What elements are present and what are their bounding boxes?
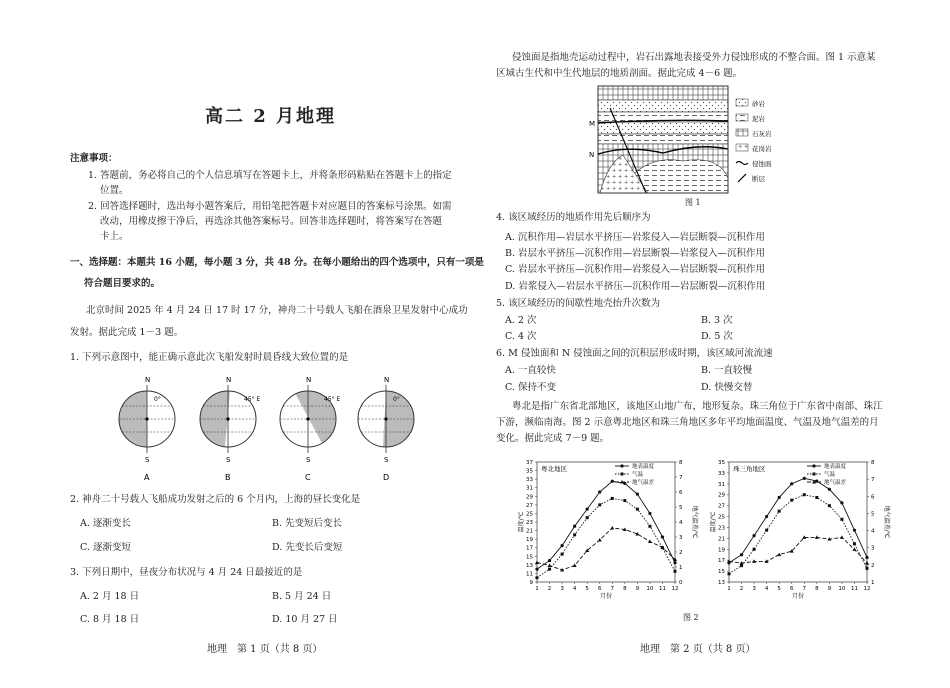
q5-option-d: D. 5 次: [701, 331, 733, 342]
q2-option-b: B. 先变短后变长: [272, 518, 343, 529]
legend-fault: 断层: [752, 175, 765, 183]
q2-option-c: C. 逐渐变短: [80, 542, 131, 553]
prd-ytick-label: 33: [718, 470, 725, 477]
passage-1-cont: 发射。据此完成 1－3 题。: [70, 327, 184, 338]
chart-yuebei: [515, 452, 700, 602]
prd-series-1-point: [853, 542, 856, 545]
yuebei-xtick-label: 4: [572, 586, 577, 592]
globe-label-a: A: [144, 473, 150, 482]
yuebei-legend-marker-1: [621, 473, 624, 476]
passage-2-cont2: 变化。据此完成 7－9 题。: [496, 433, 610, 444]
yuebei-series-0-point: [586, 508, 589, 511]
section-body: [598, 86, 728, 193]
globe-a-south: S: [145, 456, 150, 464]
prd-series-0-point: [803, 477, 806, 480]
yuebei-xtick-label: 7: [610, 586, 615, 592]
notice-2-cont2: 卡上。: [100, 231, 129, 242]
yuebei-ytick-label: 21: [526, 528, 533, 535]
q5-option-b: B. 3 次: [701, 315, 733, 326]
prd-series-1-point: [790, 499, 793, 502]
prd-series-2-point: [777, 553, 781, 557]
prd-y2tick-label: 8: [871, 460, 875, 466]
prd-legend-label-2: 地气温差: [824, 480, 847, 486]
yuebei-ytick-label: 35: [526, 468, 533, 475]
globe-c-north: N: [306, 376, 312, 384]
passage-2-cont: 下游，濒临南海。图 2 示意粤北地区和珠三角地区多年平均地面温度、气温及地气温差的月: [496, 417, 879, 428]
globe-diagrams: [110, 372, 420, 484]
yuebei-series-0-point: [636, 493, 639, 496]
yuebei-series-2-point: [598, 538, 602, 542]
q5-option-c: C. 4 次: [505, 331, 537, 342]
prd-xtick-label: 9: [827, 586, 832, 592]
prd-y2tick-label: 7: [871, 477, 875, 484]
yuebei-chart-title: 粤北地区: [541, 465, 567, 473]
question-3: 3. 下列日期中，昼夜分布状况与 4 月 24 日最接近的是: [70, 567, 303, 578]
yuebei-ytick-label: 11: [526, 571, 533, 578]
yuebei-xtick-label: 9: [635, 586, 640, 592]
prd-ytick-label: 19: [718, 547, 725, 554]
yuebei-series-1-point: [548, 568, 551, 571]
globe-a: [119, 376, 175, 464]
yuebei-ytick-label: 13: [526, 562, 533, 569]
prd-series-1-point: [815, 496, 818, 499]
q6-option-b: B. 一直较慢: [701, 365, 753, 376]
prd-xaxis-label: 月份: [791, 593, 805, 600]
prd-ytick-label: 35: [718, 460, 725, 466]
yuebei-xtick-label: 10: [646, 586, 654, 592]
yuebei-xaxis-label: 月份: [599, 593, 613, 600]
question-5: 5. 该区域经历的间歇性地壳抬升次数为: [496, 298, 661, 309]
yuebei-ytick-label: 17: [526, 545, 533, 552]
yuebei-legend-marker-0: [620, 464, 623, 467]
prd-y2tick-label: 1: [871, 580, 875, 586]
prd-y2axis-label: 地气温差/℃: [883, 505, 890, 539]
prd-ytick-label: 13: [718, 580, 725, 586]
passage-2: 粤北是指广东省北部地区，该地区山地广布，地形复杂。珠三角位于广东省中南部、珠江: [512, 401, 883, 412]
prd-series-0-point: [752, 534, 755, 537]
prd-chart-title: 珠三角地区: [733, 465, 766, 473]
prd-series-0-point: [828, 488, 831, 491]
globe-label-b: B: [225, 473, 231, 482]
prd-xtick-label: 5: [777, 586, 781, 592]
yuebei-series-0-point: [611, 480, 614, 483]
yuebei-y2tick-label: 4: [679, 520, 683, 526]
q4-option-d: D. 岩浆侵入—岩层水平挤压—沉积作用—岩层断裂—沉积作用: [505, 281, 766, 292]
globe-b-lat: 45° E: [244, 396, 261, 403]
page-2-footer: 地理 第 2 页（共 8 页）: [640, 644, 756, 655]
page-1-footer: 地理 第 1 页（共 8 页）: [207, 644, 323, 655]
yuebei-series-0-point: [560, 544, 563, 547]
globe-b: [200, 376, 261, 464]
yuebei-series-0-point: [548, 559, 551, 562]
q6-option-a: A. 一直较快: [505, 365, 556, 376]
yuebei-ytick-label: 31: [526, 485, 533, 492]
question-1: 1. 下列示意图中，能正确示意此次飞船发射时晨昏线大致位置的是: [70, 352, 349, 363]
prd-series-1-point: [728, 572, 731, 575]
q2-option-a: A. 逐渐变长: [80, 518, 131, 529]
exam-title: 高二 2 月地理: [205, 106, 337, 127]
yuebei-series-1-point: [573, 533, 576, 536]
yuebei-xtick-label: 12: [671, 586, 679, 592]
erosion-surface-m-label: M: [589, 120, 596, 128]
yuebei-series-2-point: [573, 564, 577, 568]
erosion-surface-n-label: N: [589, 151, 595, 159]
yuebei-series-0-point: [648, 512, 651, 515]
exam-page-2: [475, 0, 950, 688]
yuebei-xtick-label: 3: [560, 586, 564, 592]
prd-y2tick-label: 4: [871, 528, 875, 535]
globe-b-south: S: [226, 456, 231, 464]
notice-2-cont: 改动，用橡皮擦干净后，再选涂其他答案标号。回答非选择题时，将答案写在答题: [100, 216, 443, 227]
prd-legend-marker-0: [812, 464, 815, 467]
q3-option-d: D. 10 月 27 日: [272, 614, 338, 625]
yuebei-series-2-point: [648, 540, 652, 544]
prd-series-0-point: [840, 501, 843, 504]
legend-granite: 花岗岩: [752, 145, 772, 153]
yuebei-xtick-label: 11: [658, 586, 666, 592]
intro-paragraph-cont: 区域古生代和中生代地层的地质剖面。据此完成 4－6 题。: [496, 68, 743, 79]
yuebei-series-1-point: [648, 525, 651, 528]
yuebei-series-1-point: [561, 553, 564, 556]
yuebei-series-1-point: [611, 497, 614, 500]
globe-label-c: C: [305, 473, 311, 482]
globe-c-south: S: [306, 456, 311, 464]
section-heading: 一、选择题：本题共 16 小题，每小题 3 分，共 48 分。在每小题给出的四个选项中，只有一项是: [70, 257, 484, 268]
q5-option-a: A. 2 次: [505, 315, 537, 326]
prd-ytick-label: 25: [718, 514, 725, 521]
prd-series-0-point: [790, 482, 793, 485]
globe-d-lat: 0°: [393, 396, 400, 403]
q6-option-c: C. 保持不变: [505, 382, 556, 393]
yuebei-series-0-point: [573, 525, 576, 528]
prd-series-line-0: [729, 478, 867, 563]
q3-option-b: B. 5 月 24 日: [272, 591, 332, 602]
prd-y2tick-label: 5: [871, 511, 875, 518]
yuebei-ytick-label: 29: [526, 494, 533, 501]
q2-option-d: D. 先变长后变短: [272, 542, 343, 553]
q3-option-c: C. 8 月 18 日: [80, 614, 140, 625]
yuebei-xtick-label: 5: [585, 586, 589, 592]
yuebei-y2tick-label: 2: [679, 550, 683, 556]
prd-series-1-point: [866, 567, 869, 570]
prd-series-1-point: [753, 548, 756, 551]
yuebei-ytick-label: 27: [526, 502, 533, 509]
globe-a-lat: 0°: [154, 396, 161, 403]
yuebei-ytick-label: 33: [526, 477, 533, 484]
prd-ytick-label: 23: [718, 525, 725, 532]
prd-ytick-label: 21: [718, 536, 725, 543]
globe-d-north: N: [384, 376, 390, 384]
globe-a-north: N: [145, 376, 151, 384]
prd-plot-frame: [729, 462, 867, 582]
globe-c-lat: 45° E: [324, 396, 341, 403]
yuebei-series-1-point: [586, 516, 589, 519]
yuebei-series-0-point: [535, 568, 538, 571]
yuebei-ytick-label: 15: [526, 554, 533, 561]
yuebei-y2tick-label: 7: [679, 475, 683, 481]
question-2: 2. 神舟二十号载人飞船成功发射之后的 6 个月内，上海的昼长变化是: [70, 494, 361, 505]
prd-series-2-point: [852, 547, 856, 551]
yuebei-y2tick-label: 5: [679, 505, 683, 511]
yuebei-series-1-point: [623, 499, 626, 502]
yuebei-y2tick-label: 3: [679, 535, 683, 541]
yuebei-series-1-point: [636, 508, 639, 511]
legend-erosion-surface: 侵蚀面: [752, 160, 772, 168]
passage-1: 北京时间 2025 年 4 月 24 日 17 时 17 分，神舟二十号载人飞船在酒泉卫星发射中心成功: [86, 305, 468, 316]
yuebei-series-0-point: [661, 535, 664, 538]
question-4: 4. 该区域经历的地质作用先后顺序为: [496, 212, 651, 223]
prd-series-0-point: [765, 515, 768, 518]
prd-xtick-label: 3: [752, 586, 756, 592]
yuebei-series-1-point: [536, 576, 539, 579]
figure-2-caption: 图 2: [683, 613, 699, 622]
intro-paragraph: 侵蚀面是指地壳运动过程中，岩石出露地表接受外力侵蚀形成的不整合面。图 1 示意某: [512, 52, 876, 63]
prd-series-1-point: [828, 504, 831, 507]
prd-series-line-2: [729, 537, 867, 563]
prd-ytick-label: 31: [718, 481, 725, 488]
notice-heading: 注意事项：: [70, 153, 118, 164]
legend-limestone: 石灰岩: [752, 130, 772, 138]
yuebei-ytick-label: 9: [529, 580, 533, 586]
prd-series-1-point: [778, 510, 781, 513]
notice-2: 2. 回答选择题时，选出每小题答案后，用铅笔把答题卡对应题目的答案标号涂黑。如需: [88, 201, 452, 212]
yuebei-yaxis-label: 温度/℃: [518, 511, 525, 533]
legend-mudstone: 泥岩: [752, 115, 765, 123]
yuebei-series-1-point: [598, 503, 601, 506]
prd-xtick-label: 10: [838, 586, 846, 592]
geologic-cross-section: [588, 83, 788, 209]
prd-series-0-point: [778, 496, 781, 499]
prd-series-1-point: [803, 493, 806, 496]
yuebei-series-2-point: [548, 564, 552, 568]
section-heading-cont: 符合题目要求的。: [84, 278, 161, 289]
fig1-legend: [736, 99, 772, 183]
yuebei-series-1-point: [674, 570, 677, 573]
prd-legend-marker-1: [813, 473, 816, 476]
q4-option-a: A. 沉积作用—岩层水平挤压—岩浆侵入—岩层断裂—沉积作用: [505, 232, 765, 243]
prd-xtick-label: 12: [863, 586, 871, 592]
legend-sandstone: 砂岩: [752, 100, 765, 108]
notice-1: 1. 答题前，务必将自己的个人信息填写在答题卡上，并将条形码粘贴在答题卡上的指定: [88, 170, 452, 181]
yuebei-series-line-0: [537, 481, 675, 569]
prd-series-0-point: [865, 556, 868, 559]
prd-y2tick-label: 2: [871, 562, 875, 569]
prd-y2tick-label: 3: [871, 545, 875, 552]
yuebei-y2tick-label: 6: [679, 490, 683, 496]
prd-xtick-label: 8: [815, 586, 819, 592]
figure-1-caption: 图 1: [685, 198, 701, 207]
yuebei-y2axis-label: 地气温差/℃: [691, 505, 698, 539]
yuebei-xtick-label: 8: [623, 586, 627, 592]
prd-ytick-label: 29: [718, 492, 725, 499]
yuebei-xtick-label: 6: [597, 586, 602, 592]
globe-c: [280, 376, 341, 464]
prd-series-1-point: [765, 529, 768, 532]
yuebei-ytick-label: 23: [526, 520, 533, 526]
yuebei-ytick-label: 25: [526, 511, 533, 518]
yuebei-ytick-label: 19: [526, 537, 533, 544]
prd-legend-label-1: 气温: [824, 472, 836, 478]
prd-yaxis-label: 温度/℃: [710, 511, 717, 533]
prd-ytick-label: 17: [718, 558, 725, 565]
yuebei-xtick-label: 1: [535, 586, 539, 592]
yuebei-y2tick-label: 8: [679, 460, 683, 466]
yuebei-series-0-point: [598, 490, 601, 493]
yuebei-xtick-label: 2: [547, 586, 552, 592]
globe-label-d: D: [383, 473, 390, 482]
globe-b-north: N: [226, 376, 232, 384]
chart-pearl-river-delta: [707, 452, 892, 602]
yuebei-ytick-label: 37: [526, 460, 533, 466]
yuebei-series-2-point: [610, 526, 614, 530]
yuebei-y2tick-label: 0: [679, 580, 683, 586]
yuebei-legend-label-2: 地气温差: [632, 480, 655, 486]
prd-xtick-label: 1: [727, 586, 731, 592]
globe-d: [358, 376, 414, 464]
q6-option-d: D. 快慢交替: [701, 382, 753, 393]
prd-xtick-label: 11: [850, 586, 858, 592]
prd-xtick-label: 7: [802, 586, 807, 592]
prd-series-2-point: [865, 561, 869, 565]
prd-ytick-label: 15: [718, 569, 725, 576]
q4-option-c: C. 岩层水平挤压—沉积作用—岩浆侵入—岩层断裂—沉积作用: [505, 264, 765, 275]
yuebei-legend-label-1: 气温: [632, 472, 644, 478]
prd-series-0-point: [853, 529, 856, 532]
prd-y2tick-label: 6: [871, 494, 875, 501]
notice-1-cont: 位置。: [100, 185, 129, 196]
prd-xtick-label: 2: [739, 586, 744, 592]
yuebei-y2tick-label: 1: [679, 565, 683, 571]
yuebei-series-2-point: [535, 561, 539, 565]
globe-d-south: S: [384, 456, 389, 464]
prd-legend-label-0: 地表温度: [824, 464, 847, 470]
prd-ytick-label: 27: [718, 503, 725, 510]
yuebei-series-0-point: [673, 561, 676, 564]
yuebei-legend-label-0: 地表温度: [632, 464, 655, 470]
q3-option-a: A. 2 月 18 日: [80, 591, 140, 602]
yuebei-series-line-1: [537, 498, 675, 577]
prd-xtick-label: 6: [789, 586, 794, 592]
prd-series-0-point: [740, 553, 743, 556]
question-6: 6. M 侵蚀面和 N 侵蚀面之间的沉积层形成时期，该区域河流流速: [496, 348, 773, 359]
prd-xtick-label: 4: [764, 586, 769, 592]
q4-option-b: B. 岩层水平挤压—沉积作用—岩层断裂—岩浆侵入—沉积作用: [505, 248, 766, 259]
prd-series-1-point: [840, 518, 843, 521]
